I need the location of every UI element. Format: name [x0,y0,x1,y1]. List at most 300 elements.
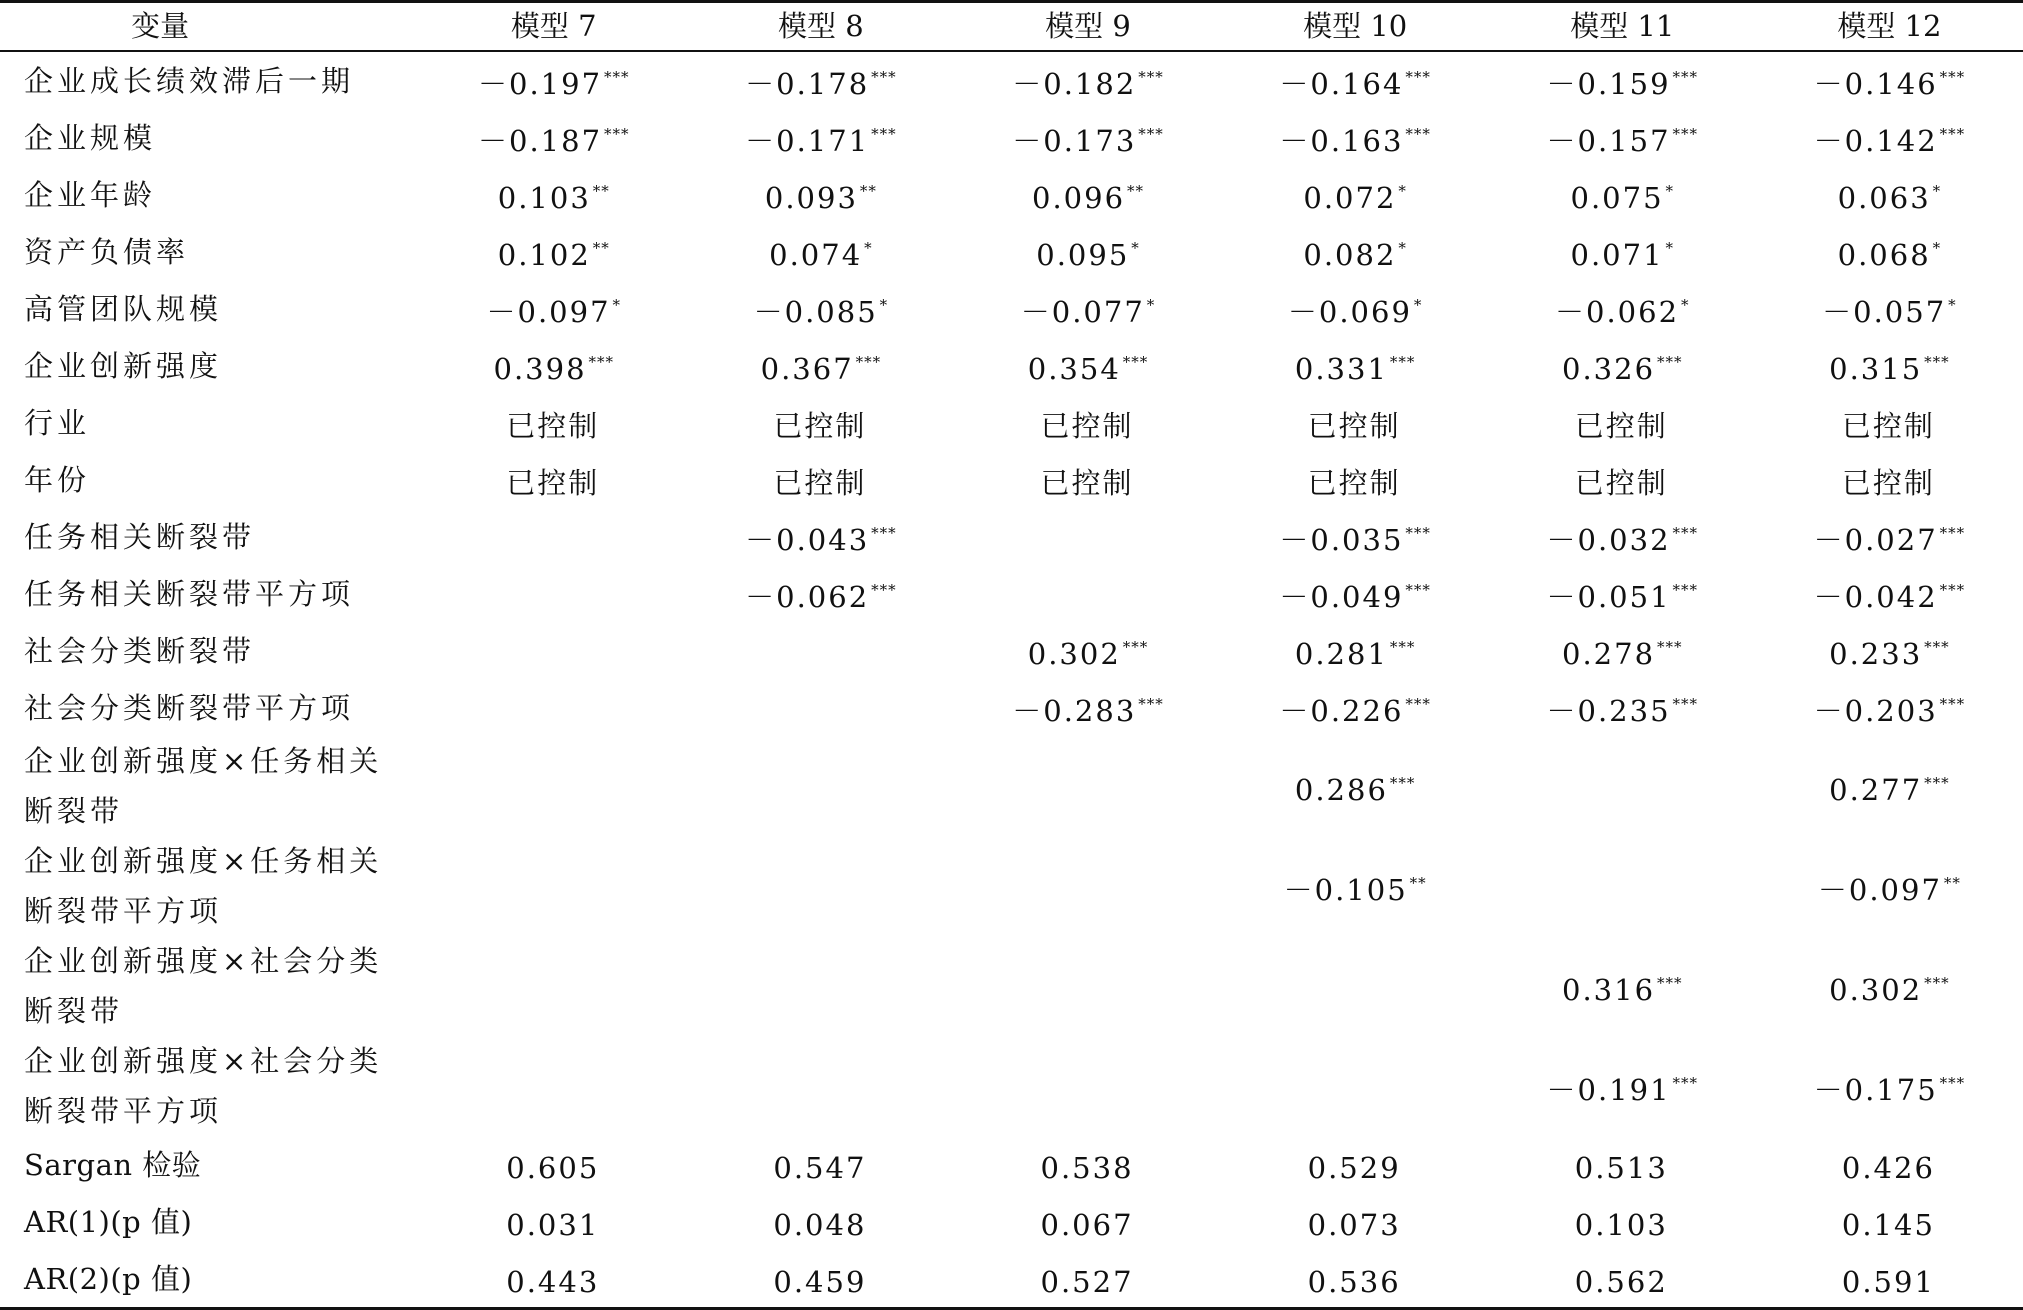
row-label: 任务相关断裂带平方项 [24,576,355,611]
cell-model-9 [954,1193,1221,1250]
cell-value: 已控制 [1040,466,1134,500]
table-row [0,451,2023,508]
cell-value: 0.459 [773,1265,867,1299]
cell-model-7 [420,565,687,622]
cell-model-12 [1756,1136,2023,1193]
cell-value: 0.093 [764,181,858,215]
cell-model-11 [1489,565,1756,622]
cell-model-10 [1222,166,1489,223]
significance-stars: ** [1409,873,1427,892]
cell-model-8 [687,679,954,736]
cell-value: 0.547 [773,1151,867,1185]
cell-value: －0.197 [478,67,603,101]
cell-value: －0.097 [486,295,611,329]
significance-stars: *** [1939,581,1966,599]
cell-model-12 [1756,508,2023,565]
significance-stars: *** [1138,125,1164,143]
significance-stars: *** [1138,695,1164,713]
cell-value: 已控制 [1841,409,1935,443]
cell-value: 0.591 [1841,1265,1935,1299]
cell-value: 已控制 [1307,409,1401,443]
cell-model-10 [1222,679,1489,736]
cell-model-10 [1222,936,1489,1036]
cell-model-12 [1756,936,2023,1036]
cell-value: －0.146 [1813,67,1938,101]
row-label: 任务相关断裂带 [24,519,256,554]
cell-model-7 [420,736,687,836]
cell-value: 已控制 [506,466,600,500]
row-label: 企业创新强度×任务相关断裂带 [24,744,383,828]
cell-value: 0.095 [1036,238,1130,272]
row-label: 企业创新强度×社会分类断裂带 [24,944,383,1028]
cell-model-7 [420,223,687,280]
cell-model-7 [420,51,687,109]
cell-model-8 [687,280,954,337]
cell-model-10 [1222,51,1489,109]
cell-model-8 [687,565,954,622]
cell-model-9 [954,936,1221,1036]
row-label: AR(2)(p 值) [24,1261,193,1296]
row-label: Sargan 检验 [24,1147,202,1182]
row-label: 企业年龄 [24,177,157,212]
cell-value: 0.536 [1307,1265,1401,1299]
table-row [0,679,2023,736]
cell-value: 0.513 [1574,1151,1668,1185]
cell-value: 0.082 [1303,238,1397,272]
cell-model-8 [687,337,954,394]
table-row [0,1250,2023,1309]
cell-model-11 [1489,109,1756,166]
cell-model-10 [1222,223,1489,280]
cell-value: 0.331 [1294,352,1388,386]
cell-model-10 [1222,1250,1489,1309]
significance-stars: * [879,296,889,314]
cell-model-7 [420,622,687,679]
significance-stars: * [1932,182,1942,200]
cell-value: 0.302 [1027,637,1121,671]
cell-value: 0.067 [1040,1208,1134,1242]
cell-value: 0.316 [1562,972,1656,1007]
cell-value: 0.354 [1027,352,1121,386]
cell-value: －0.077 [1020,295,1145,329]
significance-stars: *** [871,581,897,599]
cell-model-12 [1756,1193,2023,1250]
header-model-10: 模型 10 [1222,2,1489,52]
cell-value: 0.068 [1837,238,1931,272]
row-label: 行业 [24,405,91,440]
cell-model-8 [687,1136,954,1193]
cell-model-9 [954,622,1221,679]
cell-model-9 [954,1136,1221,1193]
significance-stars: * [1398,239,1407,257]
significance-stars: *** [1138,68,1164,86]
table-row [0,166,2023,223]
cell-model-8 [687,166,954,223]
significance-stars: *** [604,125,630,143]
cell-model-10 [1222,1036,1489,1136]
cell-value: 已控制 [506,409,600,443]
cell-value: 已控制 [1841,466,1935,500]
significance-stars: *** [604,68,630,86]
cell-model-11 [1489,166,1756,223]
cell-model-7 [420,1250,687,1309]
row-label: 社会分类断裂带 [24,633,256,668]
significance-stars: *** [1405,581,1431,599]
significance-stars: * [612,296,622,314]
row-label: 企业创新强度×社会分类断裂带平方项 [24,1044,383,1128]
row-label: 年份 [24,462,91,497]
significance-stars: * [864,239,873,257]
cell-model-9 [954,508,1221,565]
cell-value: 0.103 [497,181,591,215]
significance-stars: *** [1939,1073,1966,1092]
cell-value: －0.283 [1012,694,1137,728]
cell-model-12 [1756,836,2023,936]
cell-value: －0.035 [1279,523,1404,557]
cell-value: －0.142 [1813,124,1938,158]
cell-model-7 [420,280,687,337]
cell-model-7 [420,508,687,565]
cell-model-7 [420,166,687,223]
table-row [0,223,2023,280]
cell-model-7 [420,1136,687,1193]
cell-model-10 [1222,508,1489,565]
cell-model-10 [1222,394,1489,451]
cell-model-12 [1756,1036,2023,1136]
cell-value: －0.182 [1012,67,1137,101]
cell-model-7 [420,451,687,508]
cell-value: 0.538 [1040,1151,1134,1185]
significance-stars: * [1413,296,1423,314]
significance-stars: *** [1939,695,1966,713]
header-model-11: 模型 11 [1489,2,1756,52]
cell-value: －0.171 [745,124,870,158]
cell-value: 0.145 [1841,1208,1935,1242]
cell-value: 0.398 [493,352,587,386]
cell-model-7 [420,109,687,166]
table-row [0,1193,2023,1250]
header-model-7: 模型 7 [420,2,687,52]
cell-value: 0.074 [769,238,863,272]
cell-model-9 [954,166,1221,223]
table-body [0,51,2023,1309]
cell-value: －0.164 [1279,67,1404,101]
cell-model-9 [954,109,1221,166]
cell-model-11 [1489,394,1756,451]
table-row [0,936,2023,1036]
header-variable: 变量 [0,2,420,52]
cell-value: －0.043 [745,523,870,557]
cell-value: －0.027 [1813,523,1938,557]
significance-stars: *** [1939,68,1966,86]
cell-value: 0.073 [1307,1208,1401,1242]
cell-value: －0.105 [1283,872,1408,907]
significance-stars: ** [1127,182,1145,200]
cell-value: 0.302 [1829,972,1923,1007]
cell-value: －0.191 [1546,1072,1671,1107]
header-row [0,2,2023,52]
cell-value: 已控制 [773,466,867,500]
cell-model-12 [1756,679,2023,736]
table-row [0,736,2023,836]
cell-value: 0.315 [1829,352,1923,386]
header-model-9: 模型 9 [954,2,1221,52]
significance-stars: *** [1672,524,1699,542]
cell-model-9 [954,394,1221,451]
cell-model-9 [954,280,1221,337]
cell-value: 0.443 [506,1265,600,1299]
cell-value: 已控制 [1307,466,1401,500]
cell-model-12 [1756,1250,2023,1309]
significance-stars: *** [1405,68,1431,86]
significance-stars: *** [1657,638,1683,656]
cell-value: 0.048 [773,1208,867,1242]
cell-model-12 [1756,736,2023,836]
cell-model-9 [954,337,1221,394]
significance-stars: *** [1672,695,1699,713]
cell-model-12 [1756,166,2023,223]
cell-model-11 [1489,1136,1756,1193]
significance-stars: *** [855,353,882,371]
significance-stars: *** [1939,125,1966,143]
significance-stars: *** [1389,773,1416,792]
significance-stars: *** [1672,68,1699,86]
cell-model-8 [687,1250,954,1309]
row-label: 资产负债率 [24,234,190,269]
cell-model-11 [1489,679,1756,736]
cell-model-12 [1756,51,2023,109]
table-row [0,394,2023,451]
row-label: AR(1)(p 值) [24,1204,193,1239]
cell-model-9 [954,679,1221,736]
cell-model-10 [1222,1193,1489,1250]
cell-value: 0.102 [497,238,591,272]
cell-value: －0.049 [1279,580,1404,614]
significance-stars: *** [1939,524,1966,542]
cell-model-10 [1222,109,1489,166]
cell-model-7 [420,394,687,451]
cell-model-8 [687,51,954,109]
significance-stars: *** [1924,773,1950,792]
header-model-8: 模型 8 [687,2,954,52]
significance-stars: * [1665,239,1675,257]
table-row [0,51,2023,109]
significance-stars: *** [871,524,897,542]
cell-model-11 [1489,622,1756,679]
cell-value: －0.175 [1813,1072,1938,1107]
cell-value: －0.062 [745,580,870,614]
cell-model-11 [1489,280,1756,337]
cell-model-10 [1222,280,1489,337]
significance-stars: * [1681,296,1690,314]
cell-model-11 [1489,1036,1756,1136]
cell-model-12 [1756,565,2023,622]
cell-model-8 [687,508,954,565]
cell-model-12 [1756,280,2023,337]
table-row [0,836,2023,936]
significance-stars: *** [871,125,897,143]
cell-value: 0.071 [1570,238,1664,272]
cell-value: －0.042 [1813,580,1938,614]
cell-model-8 [687,622,954,679]
cell-model-9 [954,836,1221,936]
cell-model-10 [1222,622,1489,679]
table-row [0,622,2023,679]
cell-model-9 [954,736,1221,836]
cell-model-12 [1756,223,2023,280]
cell-model-11 [1489,451,1756,508]
cell-model-8 [687,1193,954,1250]
cell-model-10 [1222,1136,1489,1193]
cell-model-12 [1756,622,2023,679]
cell-value: －0.226 [1279,694,1404,728]
significance-stars: *** [1405,524,1431,542]
cell-value: 0.031 [506,1208,600,1242]
significance-stars: *** [1405,695,1431,713]
cell-model-9 [954,51,1221,109]
cell-model-7 [420,836,687,936]
cell-value: 0.529 [1307,1151,1401,1185]
row-label: 企业成长绩效滞后一期 [24,63,355,98]
cell-model-11 [1489,1250,1756,1309]
header-model-12: 模型 12 [1756,2,2023,52]
significance-stars: *** [588,353,615,371]
cell-model-8 [687,736,954,836]
table-row [0,508,2023,565]
row-label: 企业创新强度×任务相关断裂带平方项 [24,844,383,928]
row-label: 企业规模 [24,120,157,155]
cell-value: 0.605 [506,1151,600,1185]
cell-value: －0.163 [1279,124,1404,158]
cell-model-11 [1489,1193,1756,1250]
cell-model-11 [1489,836,1756,936]
cell-model-12 [1756,451,2023,508]
table-row [0,337,2023,394]
row-label: 社会分类断裂带平方项 [24,690,355,725]
cell-model-8 [687,836,954,936]
significance-stars: ** [592,239,610,257]
cell-value: －0.062 [1555,295,1680,329]
significance-stars: *** [1924,973,1950,992]
cell-value: 已控制 [773,409,867,443]
significance-stars: *** [1389,353,1416,371]
cell-model-9 [954,1036,1221,1136]
cell-model-7 [420,1193,687,1250]
cell-value: 0.326 [1562,352,1656,386]
cell-model-10 [1222,836,1489,936]
cell-value: －0.203 [1813,694,1938,728]
cell-value: －0.051 [1546,580,1671,614]
significance-stars: *** [1405,125,1431,143]
significance-stars: *** [1672,1073,1699,1092]
cell-model-9 [954,1250,1221,1309]
cell-value: 0.527 [1040,1265,1134,1299]
cell-value: 0.075 [1570,181,1664,215]
cell-model-9 [954,565,1221,622]
significance-stars: * [1948,296,1957,314]
cell-value: －0.157 [1546,124,1671,158]
significance-stars: * [1398,182,1407,200]
cell-model-10 [1222,451,1489,508]
cell-value: －0.057 [1822,295,1947,329]
significance-stars: * [1932,239,1942,257]
significance-stars: ** [1943,873,1961,892]
table-row [0,1136,2023,1193]
cell-value: －0.159 [1546,67,1671,101]
table-row [0,565,2023,622]
cell-value: －0.187 [478,124,603,158]
cell-model-12 [1756,394,2023,451]
cell-value: 0.072 [1303,181,1397,215]
cell-value: －0.069 [1287,295,1412,329]
table-header [0,2,2023,52]
cell-model-11 [1489,736,1756,836]
cell-model-7 [420,936,687,1036]
cell-value: 0.096 [1032,181,1126,215]
cell-model-8 [687,451,954,508]
significance-stars: *** [1924,353,1950,371]
significance-stars: * [1146,296,1156,314]
cell-value: 0.562 [1574,1265,1668,1299]
cell-model-10 [1222,565,1489,622]
significance-stars: * [1665,182,1675,200]
cell-model-11 [1489,337,1756,394]
significance-stars: *** [871,68,897,86]
cell-model-11 [1489,223,1756,280]
cell-model-7 [420,1036,687,1136]
significance-stars: ** [592,182,610,200]
cell-model-8 [687,936,954,1036]
cell-model-8 [687,1036,954,1136]
cell-model-7 [420,679,687,736]
table-row [0,109,2023,166]
cell-model-8 [687,109,954,166]
cell-value: 0.063 [1837,181,1931,215]
significance-stars: *** [1122,638,1149,656]
cell-value: －0.173 [1012,124,1137,158]
cell-value: 0.277 [1829,772,1923,807]
row-label: 高管团队规模 [24,291,223,326]
cell-model-10 [1222,736,1489,836]
significance-stars: *** [1672,125,1699,143]
cell-model-12 [1756,109,2023,166]
cell-value: 0.367 [760,352,854,386]
cell-model-8 [687,394,954,451]
significance-stars: *** [1657,973,1683,992]
cell-value: 0.281 [1294,637,1388,671]
cell-value: 0.103 [1574,1208,1668,1242]
cell-model-9 [954,223,1221,280]
significance-stars: * [1131,239,1140,257]
cell-value: 已控制 [1040,409,1134,443]
cell-model-8 [687,223,954,280]
cell-model-10 [1222,337,1489,394]
cell-value: 已控制 [1574,466,1668,500]
cell-value: 0.426 [1841,1151,1935,1185]
cell-model-11 [1489,936,1756,1036]
table-row [0,1036,2023,1136]
cell-model-12 [1756,337,2023,394]
cell-value: 0.233 [1829,637,1923,671]
cell-value: －0.085 [753,295,878,329]
cell-value: －0.032 [1546,523,1671,557]
cell-value: －0.235 [1546,694,1671,728]
cell-value: 0.286 [1294,772,1388,807]
cell-value: 0.278 [1562,637,1656,671]
significance-stars: *** [1122,353,1149,371]
row-label: 企业创新强度 [24,348,223,383]
cell-model-11 [1489,51,1756,109]
